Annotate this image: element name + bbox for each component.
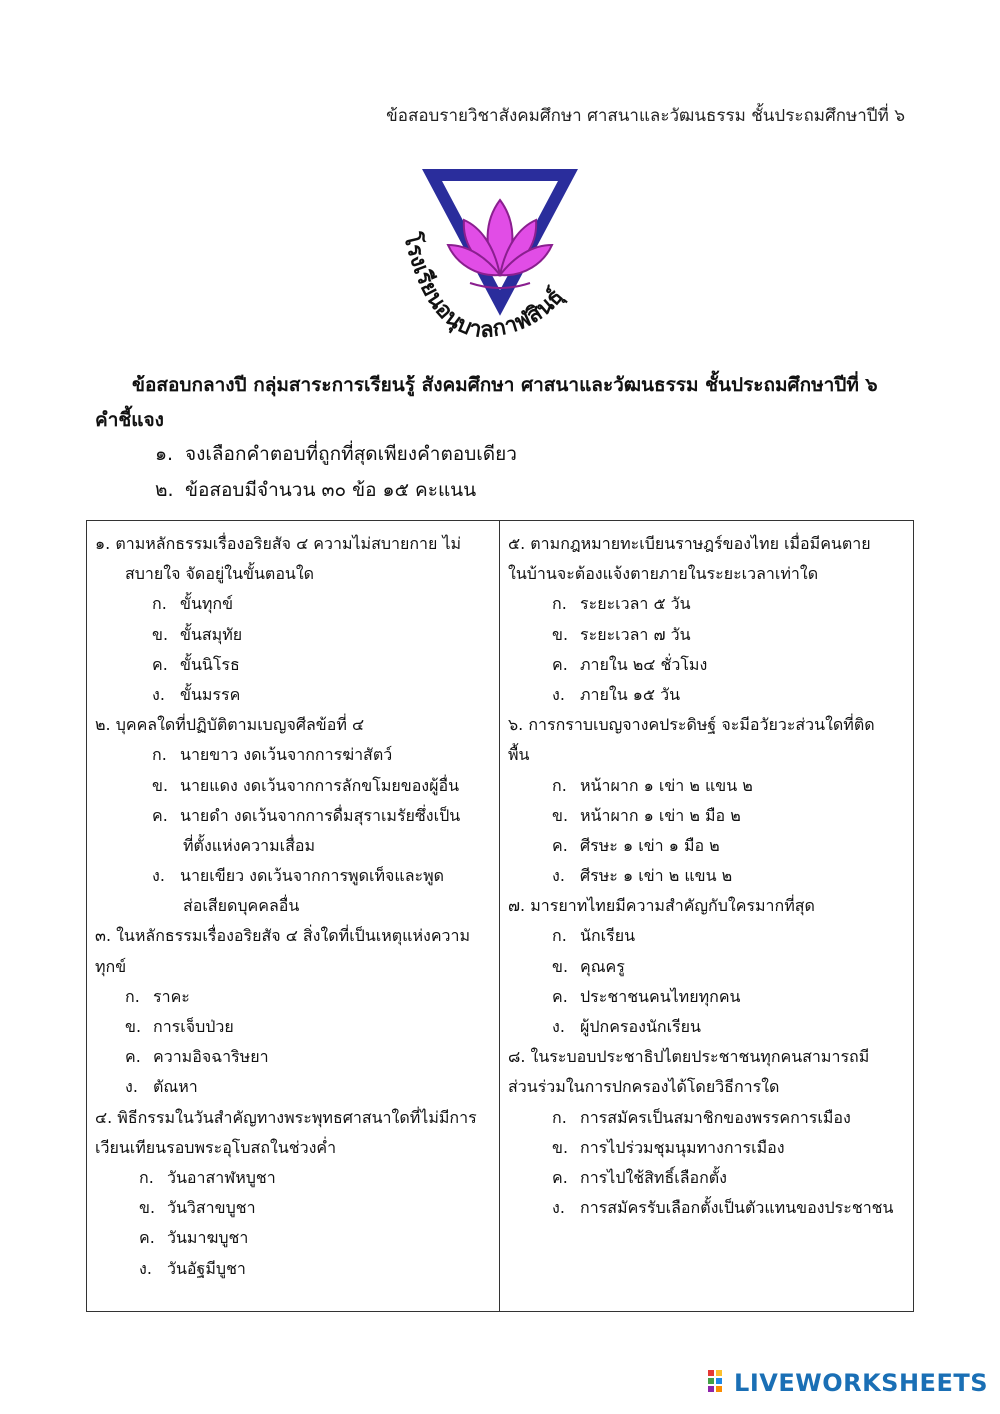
option[interactable]: ข. นายแดง งดเว้นจากการลักขโมยของผู้อื่น	[152, 775, 460, 795]
option[interactable]: ข. ขั้นสมุทัย	[152, 624, 243, 644]
option[interactable]: ง. นายเขียว งดเว้นจากการพูดเท็จและพูด	[152, 866, 445, 886]
instructions-list	[155, 438, 517, 510]
question-3: ๓. ในหลักธรรมเรื่องอริยสัจ ๔ สิ่งใดที่เป็นเหตุแห่งความ	[95, 926, 471, 946]
option[interactable]: ก. วันอาสาฬหบูชา	[139, 1167, 276, 1187]
option[interactable]: ง. วันอัฐมีบูชา	[139, 1258, 246, 1278]
option-cont: ที่ตั้งแห่งความเสื่อม	[183, 835, 316, 855]
option[interactable]: ง. ภายใน ๑๕ วัน	[552, 684, 681, 704]
question-column-left	[87, 521, 500, 1311]
option[interactable]: ก. นักเรียน	[552, 926, 635, 946]
option[interactable]: ค. ความอิจฉาริษยา	[125, 1047, 269, 1067]
question-6: ๖. การกราบเบญจางคประดิษฐ์ จะมีอวัยวะส่วนใดที่ติด	[508, 715, 875, 735]
question-1: ๑. ตามหลักธรรมเรื่องอริยสัจ ๔ ความไม่สบายกาย ไม่	[95, 534, 462, 553]
option[interactable]: ง. ศีรษะ ๑ เข่า ๒ แขน ๒	[552, 866, 733, 886]
option[interactable]: ก. นายขาว งดเว้นจากการฆ่าสัตว์	[152, 745, 393, 765]
option[interactable]: ง. ผู้ปกครองนักเรียน	[552, 1017, 701, 1036]
question-6-cont: พื้น	[508, 745, 530, 765]
option[interactable]: ค. ศีรษะ ๑ เข่า ๑ มือ ๒	[552, 835, 720, 855]
instructions-heading: คำชี้แจง	[95, 409, 164, 431]
option[interactable]: ก. ขั้นทุกข์	[152, 594, 234, 614]
option[interactable]: ค. นายดำ งดเว้นจากการดื่มสุราเมรัยซึ่งเป็น	[152, 805, 461, 825]
question-5-cont: ในบ้านจะต้องแจ้งตายภายในระยะเวลาเท่าใด	[508, 564, 819, 584]
option[interactable]: ก. ระยะเวลา ๕ วัน	[552, 594, 691, 614]
option[interactable]: ก. การสมัครเป็นสมาชิกของพรรคการเมือง	[552, 1107, 851, 1127]
question-5: ๕. ตามกฎหมายทะเบียนราษฎร์ของไทย เมื่อมีคนตาย	[508, 534, 871, 553]
question-4: ๔. พิธีกรรมในวันสำคัญทางพระพุทธศาสนาใดที่ไม่มีการ	[95, 1107, 477, 1127]
option[interactable]: ค. ภายใน ๒๔ ชั่วโมง	[552, 654, 708, 674]
question-8: ๘. ในระบอบประชาธิปไตยประชาชนทุกคนสามารถมี	[508, 1047, 870, 1067]
option[interactable]: ก. ราคะ	[125, 986, 190, 1006]
school-logo	[390, 165, 610, 365]
option[interactable]: ข. การเจ็บป่วย	[125, 1017, 234, 1036]
exam-title: ข้อสอบกลางปี กลุ่มสาระการเรียนรู้ สังคมศึกษา ศาสนาและวัฒนธรรม ชั้นประถมศึกษาปีที่ ๖	[132, 374, 878, 396]
option[interactable]: ค. ขั้นนิโรธ	[152, 654, 240, 674]
school-name: โรงเรียนอนุบาลกาฬสินธุ์	[398, 230, 569, 343]
option[interactable]: ข. การไปร่วมชุมนุมทางการเมือง	[552, 1137, 785, 1157]
option[interactable]: ข. คุณครู	[552, 956, 625, 976]
option[interactable]: ค. การไปใช้สิทธิ์เลือกตั้ง	[552, 1167, 727, 1187]
option[interactable]: ข. วันวิสาขบูชา	[139, 1198, 256, 1218]
option[interactable]: ข. ระยะเวลา ๗ วัน	[552, 624, 691, 644]
option[interactable]: ค. วันมาฆบูชา	[139, 1228, 249, 1248]
liveworksheets-logo-icon	[708, 1370, 730, 1396]
question-8-cont: ส่วนร่วมในการปกครองได้โดยวิธีการใด	[508, 1077, 780, 1097]
question-1-cont: สบายใจ จัดอยู่ในขั้นตอนใด	[125, 564, 315, 584]
question-table	[86, 520, 914, 1312]
brand-text: LIVEWORKSHEETS	[734, 1369, 988, 1397]
liveworksheets-brand[interactable]	[708, 1368, 988, 1398]
option[interactable]: ง. ตัณหา	[125, 1077, 198, 1097]
option[interactable]: ง. การสมัครรับเลือกตั้งเป็นตัวแทนของประชาชน	[552, 1198, 894, 1218]
question-2: ๒. บุคคลใดที่ปฏิบัติตามเบญจศีลข้อที่ ๔	[95, 715, 365, 735]
question-7: ๗. มารยาทไทยมีความสำคัญกับใครมากที่สุด	[508, 896, 815, 916]
option[interactable]: ง. ขั้นมรรค	[152, 684, 241, 704]
question-4-cont: เวียนเทียนรอบพระอุโบสถในช่วงค่ำ	[95, 1137, 337, 1157]
option-cont: ส่อเสียดบุคคลอื่น	[183, 896, 300, 916]
question-column-right	[500, 521, 913, 1311]
question-3-cont: ทุกข์	[95, 956, 127, 976]
option[interactable]: ข. หน้าผาก ๑ เข่า ๒ มือ ๒	[552, 805, 741, 825]
instruction-item: ๒. ข้อสอบมีจำนวน ๓๐ ข้อ ๑๕ คะแนน	[155, 479, 477, 501]
option[interactable]: ค. ประชาชนคนไทยทุกคน	[552, 986, 741, 1006]
option[interactable]: ก. หน้าผาก ๑ เข่า ๒ แขน ๒	[552, 775, 753, 795]
subject-header: ข้อสอบรายวิชาสังคมศึกษา ศาสนาและวัฒนธรรม ชั้นประถมศึกษาปีที่ ๖	[386, 106, 905, 126]
instruction-item: ๑. จงเลือกคำตอบที่ถูกที่สุดเพียงคำตอบเดียว	[155, 443, 517, 465]
